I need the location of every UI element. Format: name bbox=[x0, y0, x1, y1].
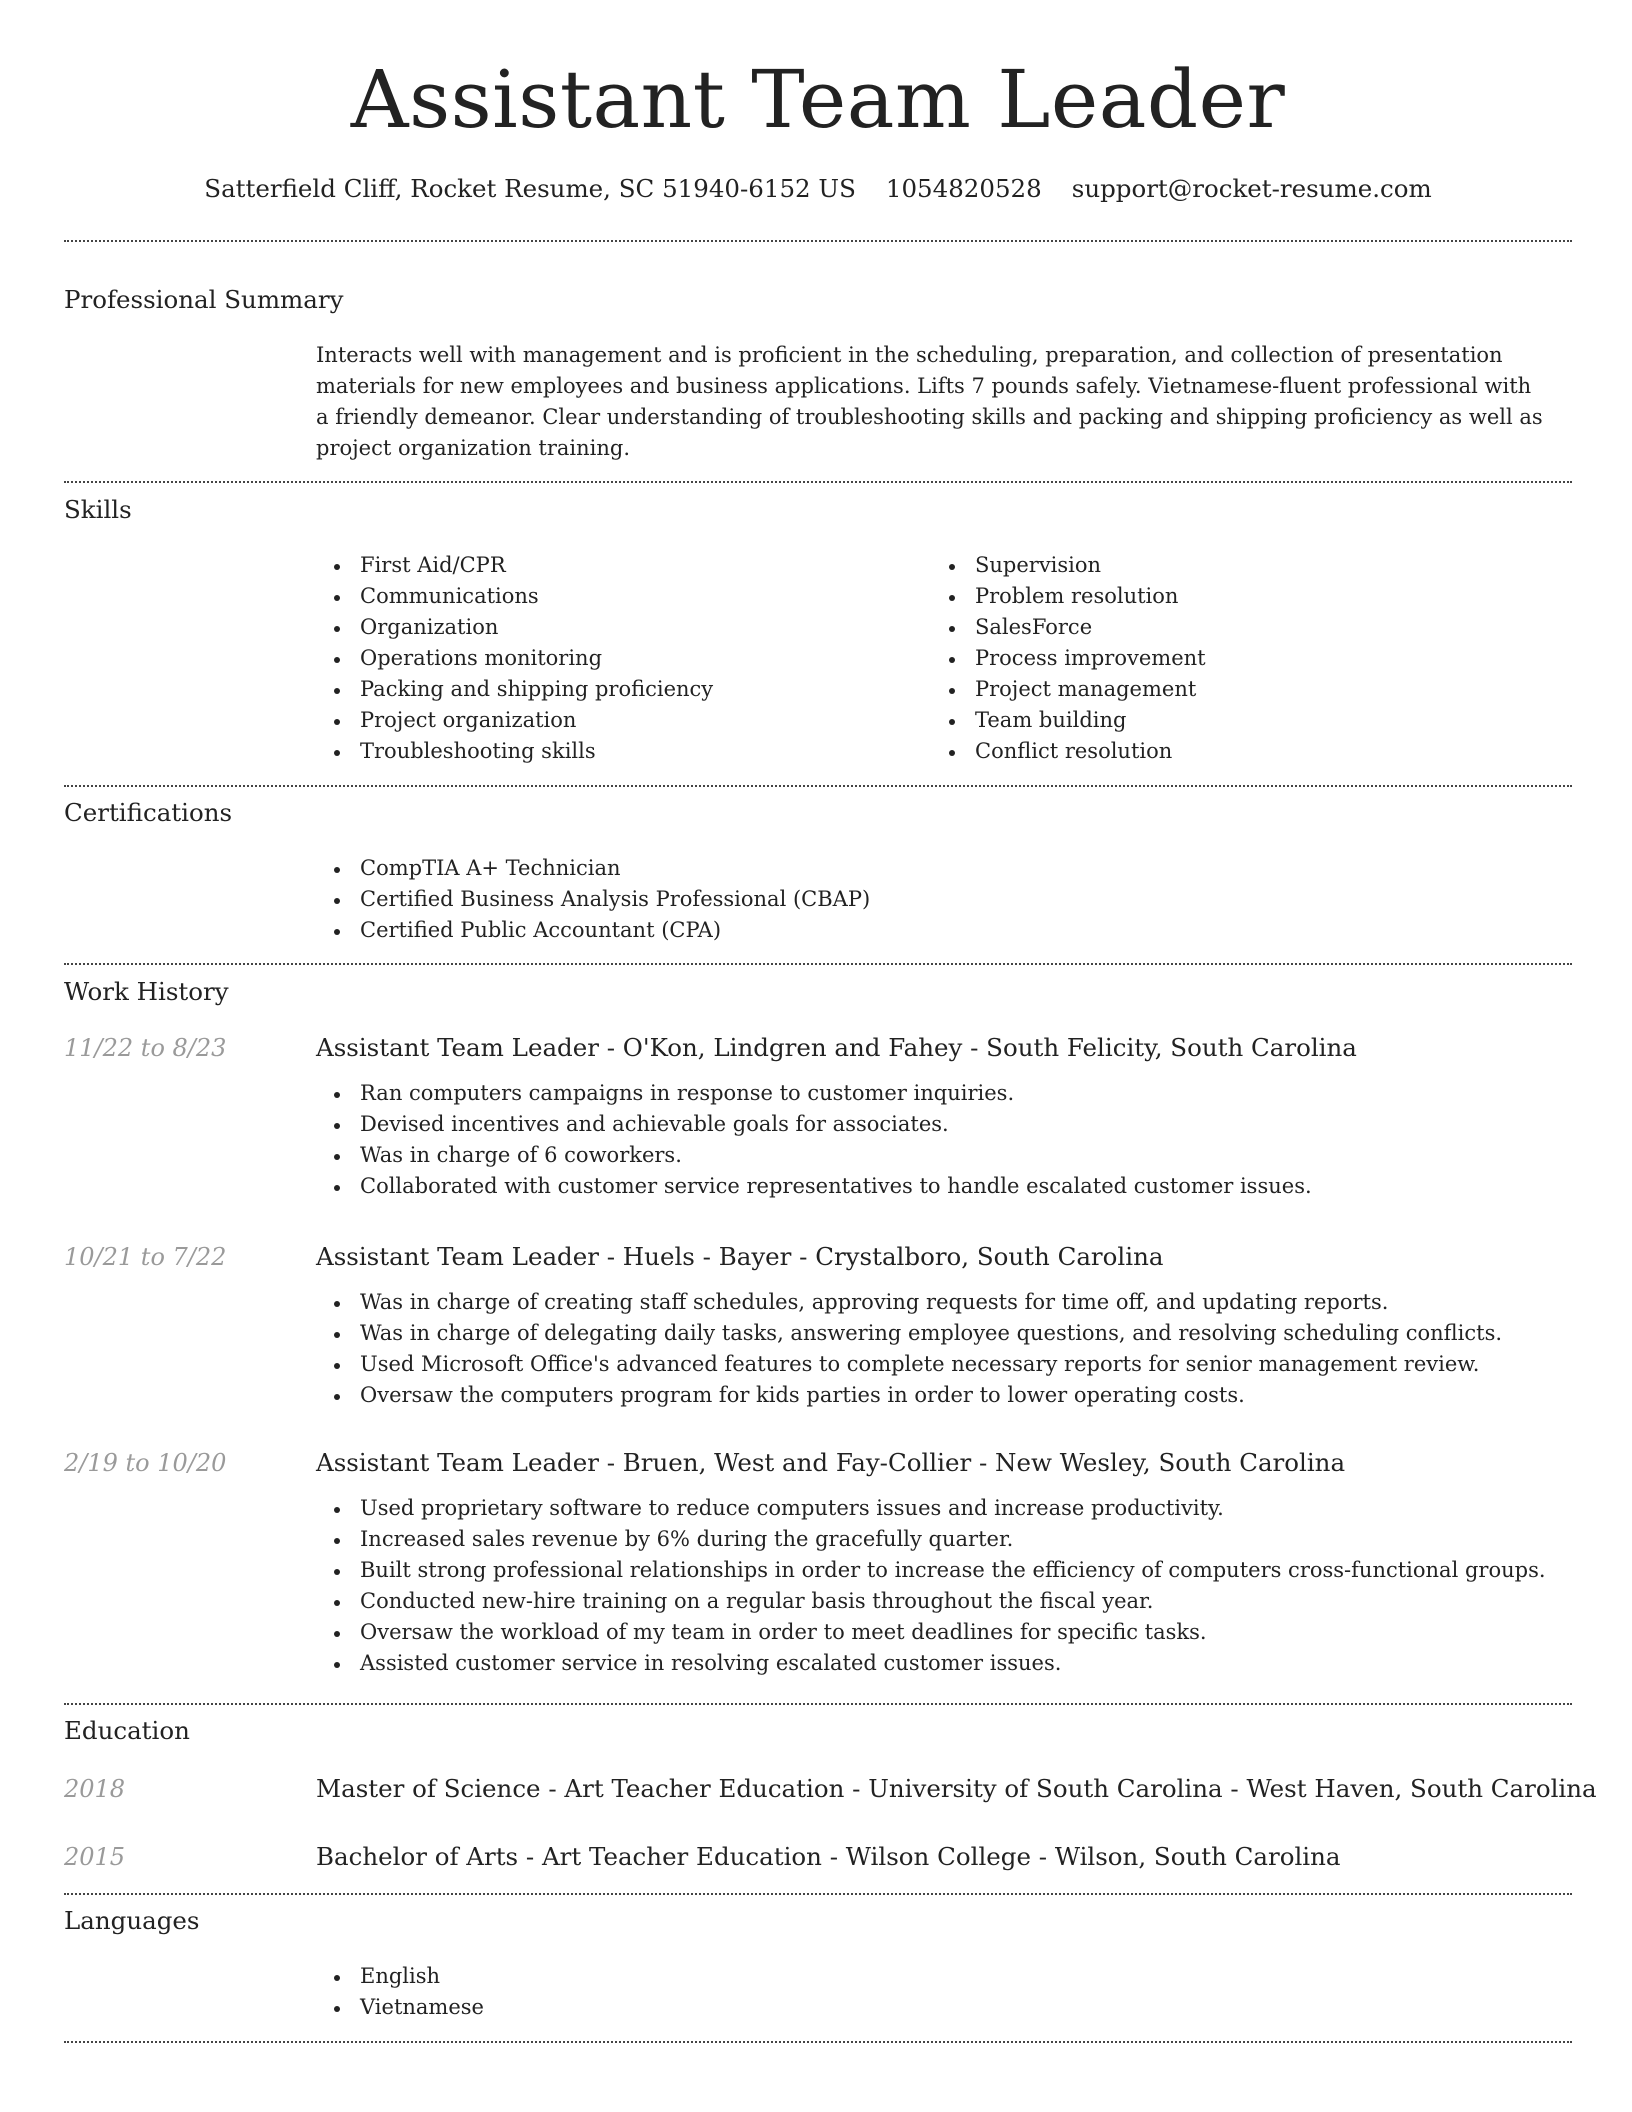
contact-line bbox=[64, 172, 1572, 206]
skill-item: Project organization bbox=[316, 705, 713, 736]
skill-item: First Aid/CPR bbox=[316, 550, 713, 581]
skill-item: Troubleshooting skills bbox=[316, 736, 713, 767]
resume-name: Assistant Team Leader bbox=[350, 53, 1286, 146]
job-bullet: Increased sales revenue by 6% during the gracefully quarter. bbox=[316, 1524, 1572, 1555]
job-bullets bbox=[316, 1287, 1572, 1411]
skill-item: Problem resolution bbox=[931, 581, 1206, 612]
summary-block bbox=[316, 340, 1572, 464]
skill-item: Process improvement bbox=[931, 643, 1206, 674]
skill-item: Organization bbox=[316, 612, 713, 643]
language-item: English bbox=[316, 1961, 1572, 1992]
job-bullet: Collaborated with customer service representatives to handle escalated customer issues. bbox=[316, 1171, 1572, 1202]
certifications-list bbox=[316, 853, 1572, 946]
contact-email: support@rocket-resume.com bbox=[1071, 174, 1432, 203]
skill-item: Team building bbox=[931, 705, 1206, 736]
languages-block bbox=[316, 1961, 1572, 2023]
contact-phone: 1054820528 bbox=[885, 174, 1042, 203]
skills-list-left bbox=[316, 550, 713, 767]
job-bullet: Was in charge of 6 coworkers. bbox=[316, 1140, 1572, 1171]
skill-item: Operations monitoring bbox=[316, 643, 713, 674]
job-bullet: Conducted new-hire training on a regular basis throughout the fiscal year. bbox=[316, 1586, 1572, 1617]
job-entry bbox=[316, 1032, 1572, 1202]
section-divider bbox=[64, 481, 1572, 483]
languages-list bbox=[316, 1961, 1572, 2023]
job-entry bbox=[316, 1447, 1572, 1679]
education-year: 2018 bbox=[64, 1775, 126, 1803]
job-dates: 2/19 to 10/20 bbox=[64, 1449, 227, 1477]
education-entry bbox=[316, 1841, 1572, 1873]
education-section-title: Education bbox=[64, 1716, 190, 1745]
education-heading: Bachelor of Arts - Art Teacher Education - Wilson College - Wilson, South Carolina bbox=[316, 1842, 1341, 1871]
job-heading: Assistant Team Leader - O'Kon, Lindgren and Fahey - South Felicity, South Carolina bbox=[316, 1033, 1357, 1062]
resume-page bbox=[64, 0, 1597, 2112]
section-divider bbox=[64, 2041, 1572, 2043]
job-entry bbox=[316, 1241, 1572, 1411]
education-year: 2015 bbox=[64, 1843, 126, 1871]
summary-section-title: Professional Summary bbox=[64, 285, 344, 314]
skill-item: SalesForce bbox=[931, 612, 1206, 643]
summary-text: Interacts well with management and is proficient in the scheduling, preparation, and collection of presentation materials for new employees and business applications. Lifts 7 pounds safely. Vietnamese-fluent professional with a friendly demeanor. Clear understanding of troubleshooting skills and packing and shipping proficiency as well as project organization training. bbox=[316, 343, 1543, 460]
job-bullet: Devised incentives and achievable goals for associates. bbox=[316, 1109, 1572, 1140]
job-bullet: Oversaw the computers program for kids parties in order to lower operating costs. bbox=[316, 1380, 1572, 1411]
skill-item: Project management bbox=[931, 674, 1206, 705]
job-bullet: Was in charge of delegating daily tasks, answering employee questions, and resolving scheduling conflicts. bbox=[316, 1318, 1572, 1349]
skill-item: Conflict resolution bbox=[931, 736, 1206, 767]
job-bullet: Ran computers campaigns in response to customer inquiries. bbox=[316, 1078, 1572, 1109]
section-divider bbox=[64, 963, 1572, 965]
contact-address: Satterfield Cliff, Rocket Resume, SC 51940-6152 US bbox=[204, 174, 856, 203]
skill-item: Communications bbox=[316, 581, 713, 612]
section-divider bbox=[64, 785, 1572, 787]
section-divider bbox=[64, 240, 1572, 242]
job-bullet: Assisted customer service in resolving escalated customer issues. bbox=[316, 1648, 1572, 1679]
job-bullet: Built strong professional relationships in order to increase the efficiency of computers cross-functional groups. bbox=[316, 1555, 1572, 1586]
skill-item: Supervision bbox=[931, 550, 1206, 581]
job-dates: 11/22 to 8/23 bbox=[64, 1034, 227, 1062]
job-bullets bbox=[316, 1078, 1572, 1202]
job-dates: 10/21 to 7/22 bbox=[64, 1243, 227, 1271]
certification-item: Certified Public Accountant (CPA) bbox=[316, 915, 1572, 946]
job-heading: Assistant Team Leader - Huels - Bayer - Crystalboro, South Carolina bbox=[316, 1242, 1164, 1271]
work-section-title: Work History bbox=[64, 977, 229, 1006]
certifications-block bbox=[316, 853, 1572, 946]
skills-block bbox=[316, 550, 1572, 770]
job-bullet: Oversaw the workload of my team in order to meet deadlines for specific tasks. bbox=[316, 1617, 1572, 1648]
job-heading: Assistant Team Leader - Bruen, West and Fay-Collier - New Wesley, South Carolina bbox=[316, 1448, 1346, 1477]
certification-item: Certified Business Analysis Professional (CBAP) bbox=[316, 884, 1572, 915]
education-entry bbox=[316, 1773, 1597, 1805]
education-heading: Master of Science - Art Teacher Education - University of South Carolina - West Haven, South Carolina bbox=[316, 1774, 1597, 1803]
skill-item: Packing and shipping proficiency bbox=[316, 674, 713, 705]
certifications-section-title: Certifications bbox=[64, 798, 233, 827]
job-bullet: Used proprietary software to reduce computers issues and increase productivity. bbox=[316, 1493, 1572, 1524]
skills-list-right bbox=[931, 550, 1206, 767]
job-bullet: Was in charge of creating staff schedules, approving requests for time off, and updating reports. bbox=[316, 1287, 1572, 1318]
skills-section-title: Skills bbox=[64, 495, 132, 524]
job-bullets bbox=[316, 1493, 1572, 1679]
certification-item: CompTIA A+ Technician bbox=[316, 853, 1572, 884]
section-divider bbox=[64, 1703, 1572, 1705]
section-divider bbox=[64, 1893, 1572, 1895]
job-bullet: Used Microsoft Office's advanced features to complete necessary reports for senior management review. bbox=[316, 1349, 1572, 1380]
languages-section-title: Languages bbox=[64, 1906, 200, 1935]
language-item: Vietnamese bbox=[316, 1992, 1572, 2023]
